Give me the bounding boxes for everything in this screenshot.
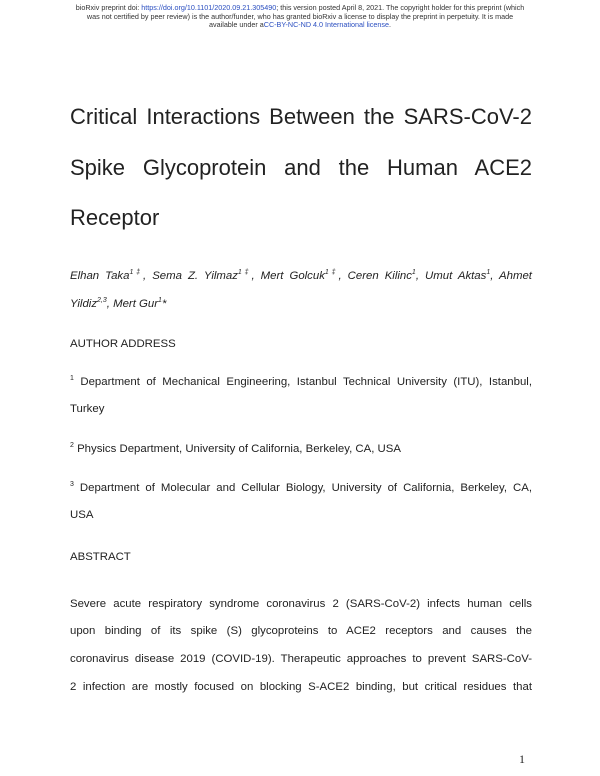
abstract-line: coronavirus disease 2019 (COVID-19). Therapeutic approaches to prevent SARS-CoV-	[70, 653, 532, 665]
page-number: 1	[519, 752, 525, 766]
affiliation-2: $^2$ Physics Department, University of California, Berkeley, CA, USA	[70, 442, 401, 455]
affiliation-number: 1	[70, 375, 74, 382]
affiliation-3-line-2: USA	[70, 509, 94, 521]
preprint-notice	[30, 4, 570, 30]
notice-line-2: was not certified by peer review) is the author/funder, who has granted bioRxiv a license to display the preprint in perpetuity. It is made	[86, 11, 514, 21]
paper-title-line-1: Critical Interactions Between the SARS-CoV-2	[70, 104, 532, 129]
abstract-line: upon binding of its spike (S) glycoproteins to ACE2 receptors and causes the	[70, 625, 532, 637]
author-name: Elhan Taka	[70, 270, 130, 282]
author-address-heading: AUTHOR ADDRESS	[70, 338, 176, 350]
author-affiliation-mark: 1	[411, 269, 416, 276]
doi-link[interactable]: https://doi.org/10.1101/2020.09.21.305490	[141, 3, 277, 12]
author-list-line-2: Yildiz$^{2,3}$, Mert Gur$^1$*	[70, 297, 167, 310]
affiliation-1-line-2: Turkey	[70, 403, 105, 415]
abstract-heading: ABSTRACT	[70, 551, 131, 563]
author-affiliation-mark: 1	[486, 269, 491, 276]
author-name: Mert Golcuk	[260, 270, 325, 282]
author-affiliation-mark: 1‡	[324, 269, 339, 276]
affiliation-3-line-1: $^3$ Department of Molecular and Cellular Biology, University of California, Berkeley, CA,	[70, 481, 532, 494]
author-name: Sema Z. Yilmaz	[152, 270, 238, 282]
author-list-line-1: Elhan Taka$^{1\ddagger}$, Sema Z. Yilmaz$^{1\ddagger}$, Mert Golcuk$^{1\ddagger}$, Ceren Kilinc$^1$, Umut Aktas$^1$, Ahmet	[70, 269, 532, 282]
author-affiliation-mark: 1	[158, 297, 162, 304]
notice-line-3: available under aCC-BY-NC-ND 4.0 International license.	[209, 20, 391, 30]
paper-title-line-3: Receptor	[70, 205, 160, 230]
affiliation-number: 3	[70, 481, 74, 488]
abstract-line: 2 infection are mostly focused on blocking S-ACE2 binding, but critical residues that	[70, 681, 532, 693]
paper-title-line-2: Spike Glycoprotein and the Human ACE2	[70, 155, 532, 180]
notice-line-1: bioRxiv preprint doi: https://doi.org/10.1101/2020.09.21.305490; this version posted April 8, 2021. The copyright holder for this preprint (which	[75, 3, 525, 12]
corresponding-author-mark: *	[161, 298, 167, 310]
affiliation-1-line-1: $^1$ Department of Mechanical Engineering, Istanbul Technical University (ITU), Istanbul,	[70, 375, 532, 388]
affiliation-number: 2	[70, 442, 74, 449]
author-affiliation-mark: 2,3	[97, 297, 107, 304]
author-name-second-part: Yildiz	[70, 298, 98, 310]
author-name-first-part: Ahmet	[499, 270, 532, 282]
author-name: Umut Aktas	[425, 270, 487, 282]
author-affiliation-mark: 1‡	[237, 269, 252, 276]
author-name: Mert Gur	[113, 298, 159, 310]
author-name: Ceren Kilinc	[347, 270, 412, 282]
author-affiliation-mark: 1‡	[129, 269, 143, 276]
license-link[interactable]: CC-BY-NC-ND 4.0 International license	[263, 20, 389, 30]
abstract-line: Severe acute respiratory syndrome coronavirus 2 (SARS-CoV-2) infects human cells	[70, 598, 532, 610]
